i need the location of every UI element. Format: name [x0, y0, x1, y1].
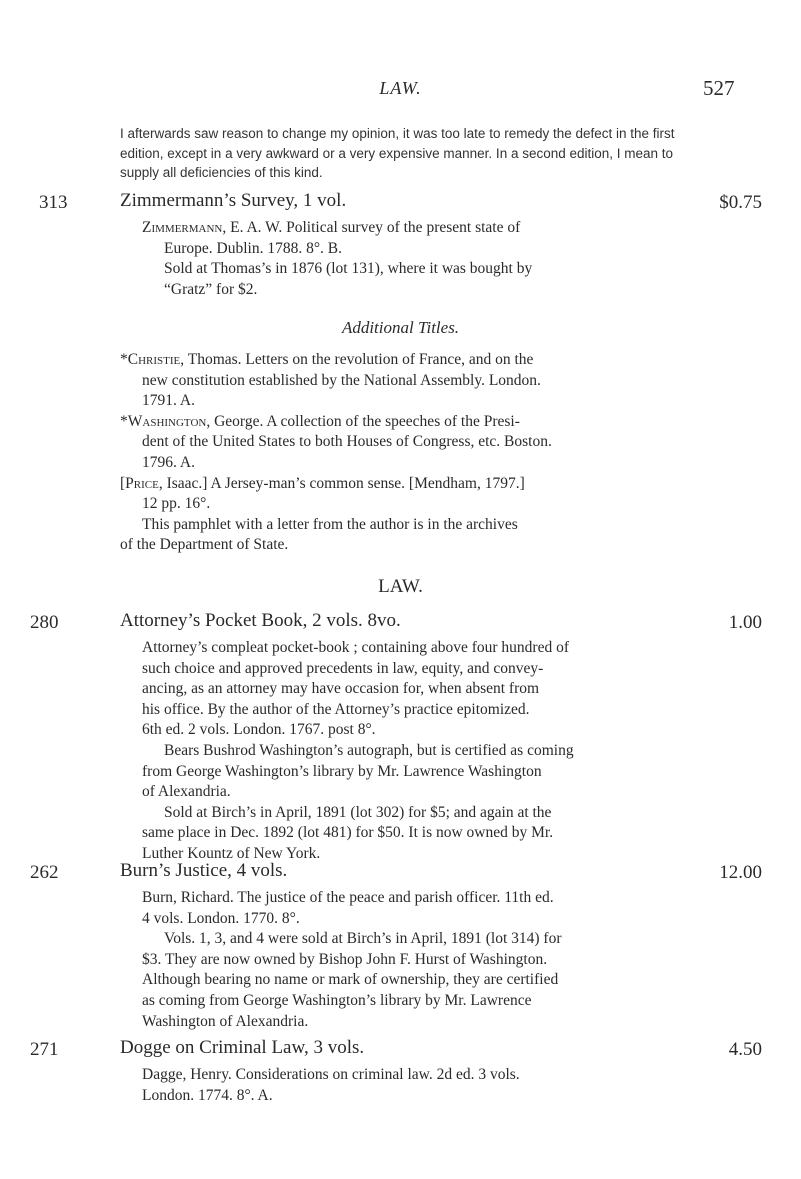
entry-262-line: Although bearing no name or mark of ownership, they are certified — [142, 971, 559, 989]
washington-line2: dent of the United States to both Houses of Congress, etc. Boston. — [142, 433, 552, 451]
entry-262-body — [142, 888, 682, 1032]
entry-262-line: Vols. 1, 3, and 4 were sold at Birch’s in April, 1891 (lot 314) for — [164, 930, 562, 948]
running-header-title: LAW. — [379, 78, 422, 98]
entry-262-number: 262 — [30, 862, 59, 883]
entry-313-author: Zimmermann, — [142, 219, 227, 236]
washington-line1: George. A collection of the speeches of the Presi- — [214, 412, 520, 430]
additional-titles-heading: Additional Titles. — [341, 318, 460, 337]
entry-262-title: Burn’s Justice, 4 vols. — [120, 860, 288, 881]
entry-280-line: from George Washington’s library by Mr. Lawrence Washington — [142, 762, 542, 780]
entry-313-cite-line2: Europe. Dublin. 1788. 8°. B. — [164, 239, 342, 257]
entry-271-title: Dogge on Criminal Law, 3 vols. — [120, 1037, 365, 1058]
entry-262-line: Washington of Alexandria. — [142, 1012, 309, 1030]
christie-author: *Christie, — [120, 351, 185, 368]
entry-280-line: 6th ed. 2 vols. London. 1767. post 8°. — [142, 721, 376, 739]
entry-313-cite-rest: E. A. W. Political survey of the present state of — [230, 219, 521, 236]
entry-280-line: same place in Dec. 1892 (lot 481) for $50. It is now owned by Mr. — [142, 824, 554, 842]
entry-313-note-line2: “Gratz” for $2. — [164, 280, 258, 298]
price-note1: This pamphlet with a letter from the author is in the archives — [142, 515, 518, 533]
entry-313-title: Zimmermann’s Survey, 1 vol. — [120, 190, 347, 211]
entry-280-title: Attorney’s Pocket Book, 2 vols. 8vo. — [120, 610, 401, 631]
entry-280-line: such choice and approved precedents in law, equity, and convey- — [142, 659, 544, 677]
entry-280-number: 280 — [30, 612, 59, 633]
price-author: [Price, — [120, 474, 163, 492]
intro-paragraph: I afterwards saw reason to change my opinion, it was too late to remedy the defect in the first edition, except in a very awkward or a very expensive manner. In a second edition, I mean to supply all deficiencies of this kind. — [120, 126, 675, 180]
entry-280-line: Sold at Birch’s in April, 1891 (lot 302) for $5; and again at the — [164, 803, 552, 821]
price-line2: 12 pp. 16°. — [142, 495, 211, 513]
entry-262-line: 4 vols. London. 1770. 8°. — [142, 909, 300, 927]
entry-313-price: $0.75 — [719, 192, 762, 213]
price-note2: of the Department of State. — [120, 536, 289, 554]
price-line1: Isaac.] A Jersey-man’s common sense. [Mendham, 1797.] — [166, 474, 525, 492]
entry-271-price: 4.50 — [728, 1039, 762, 1060]
entry-271-body — [142, 1065, 682, 1106]
entry-271-line: Dagge, Henry. Considerations on criminal law. 2d ed. 3 vols. — [142, 1066, 520, 1083]
entry-313-number: 313 — [39, 192, 68, 213]
entry-313-citation — [142, 218, 682, 300]
entry-280-line: of Alexandria. — [142, 783, 231, 801]
entry-280-line: Attorney’s compleat pocket-book ; containing above four hundred of — [142, 639, 569, 656]
entry-262-price: 12.00 — [719, 862, 762, 883]
entry-280-body — [142, 638, 682, 865]
section-heading-law: LAW. — [378, 576, 423, 597]
additional-titles-list — [120, 350, 682, 556]
entry-280-line: ancing, as an attorney may have occasion for, when absent from — [142, 680, 540, 698]
entry-280-line: Bears Bushrod Washington’s autograph, but is certified as coming — [164, 741, 574, 759]
christie-line1: Thomas. Letters on the revolution of France, and on the — [187, 351, 534, 368]
entry-262-line: as coming from George Washington’s library by Mr. Lawrence — [142, 991, 532, 1009]
entry-280-line: his office. By the author of the Attorney’s practice epitomized. — [142, 700, 530, 718]
washington-line3: 1796. A. — [142, 453, 195, 471]
page-number: 527 — [703, 76, 735, 100]
entry-280-price: 1.00 — [728, 612, 762, 633]
entry-262-line: $3. They are now owned by Bishop John F. Hurst of Washington. — [142, 950, 548, 968]
entry-262-line: Burn, Richard. The justice of the peace and parish officer. 11th ed. — [142, 889, 554, 906]
entry-271-number: 271 — [30, 1039, 59, 1060]
christie-line2: new constitution established by the National Assembly. London. — [142, 371, 541, 389]
entry-313-note-line1: Sold at Thomas’s in 1876 (lot 131), where it was bought by — [164, 260, 533, 278]
washington-author: *Washington, — [120, 412, 211, 430]
christie-line3: 1791. A. — [142, 392, 195, 410]
entry-280-line: Luther Kountz of New York. — [142, 844, 321, 862]
entry-271-line: London. 1774. 8°. A. — [142, 1086, 273, 1104]
